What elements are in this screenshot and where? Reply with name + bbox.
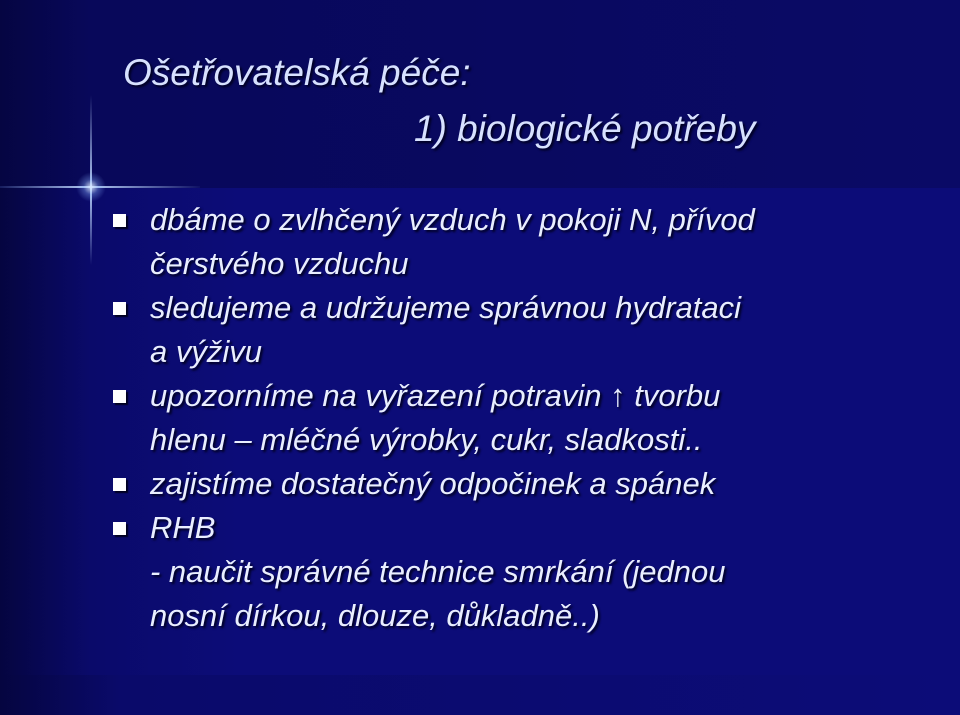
square-bullet-icon [113, 390, 126, 403]
bullet-item-3-line-2: hlenu – mléčné výrobky, cukr, sladkosti.. [150, 422, 703, 457]
bullet-item-2-line-2: a výživu [150, 334, 262, 369]
sub-item [110, 550, 930, 638]
bullet-item-3 [110, 374, 930, 462]
square-bullet-icon [113, 522, 126, 535]
sub-item-line-2: nosní dírkou, dlouze, důkladně..) [150, 598, 600, 633]
bullet-item-3-text-after-arrow: tvorbu [634, 378, 721, 413]
footer-band [0, 675, 960, 715]
bullet-item-1 [110, 198, 930, 286]
sparkle-star-icon [76, 172, 106, 202]
bullet-item-2-line-1: sledujeme a udržujeme správnou hydrataci [150, 290, 742, 325]
square-bullet-icon [113, 478, 126, 491]
slide-content [110, 198, 930, 638]
bullet-item-1-line-2: čerstvého vzduchu [150, 246, 409, 281]
header-band [0, 0, 960, 188]
bullet-item-1-line-1: dbáme o zvlhčený vzduch v pokoji N, přívod [150, 202, 755, 237]
up-arrow-icon: ↑ [610, 378, 626, 413]
sub-item-line-1: - naučit správné technice smrkání (jednou [150, 554, 726, 589]
square-bullet-icon [113, 302, 126, 315]
slide-title-line-2: 1) biologické potřeby [414, 108, 756, 149]
bullet-item-5 [110, 506, 930, 550]
square-bullet-icon [113, 214, 126, 227]
bullet-item-5-line-1: RHB [150, 510, 216, 545]
bullet-item-3-text-before-arrow: upozorníme na vyřazení potravin [150, 378, 602, 413]
bullet-item-4 [110, 462, 930, 506]
slide-title-line-1: Ošetřovatelská péče: [123, 52, 471, 93]
bullet-item-4-line-1: zajistíme dostatečný odpočinek a spánek [150, 466, 716, 501]
bullet-item-2 [110, 286, 930, 374]
bullet-item-3-line-1 [150, 374, 930, 418]
